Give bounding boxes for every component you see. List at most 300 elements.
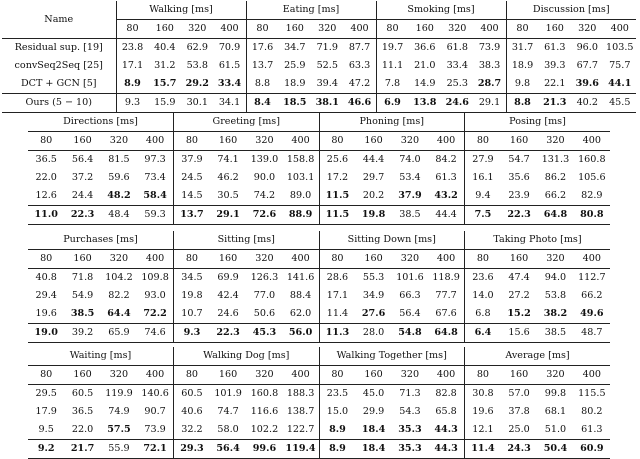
table-cell: 88.4 — [289, 290, 312, 301]
horizon-header: 160 — [64, 366, 100, 385]
action-header: Smoking [ms] — [376, 1, 506, 20]
table-cell: 24.4 — [71, 190, 94, 201]
table-cell: 24.3 — [501, 440, 537, 459]
table-cell: 53.8 — [544, 290, 567, 301]
horizon-header: 80 — [174, 366, 210, 385]
table-cell: 47.4 — [508, 272, 530, 283]
horizon-header: 160 — [210, 250, 246, 269]
horizon-header: 400 — [344, 20, 377, 39]
table-cell: 64.4 — [107, 308, 131, 319]
table-cell: 29.4 — [35, 290, 57, 301]
horizon-header: 400 — [283, 250, 319, 269]
action-header: Directions [ms] — [28, 113, 174, 132]
table-cell: 9.2 — [28, 440, 64, 459]
table-cell: 29.2 — [185, 78, 209, 89]
table-cell: 53.8 — [186, 60, 208, 71]
horizon-header: 160 — [355, 366, 391, 385]
table-cell: 37.8 — [508, 406, 530, 417]
horizon-header: 80 — [246, 20, 279, 39]
horizon-header: 400 — [137, 250, 173, 269]
table-cell: 18.4 — [355, 440, 391, 459]
table-cell: 101.6 — [396, 272, 424, 283]
table-cell: 38.3 — [478, 60, 501, 71]
table-cell: 21.3 — [539, 94, 572, 113]
table-cell: 80.8 — [574, 206, 610, 225]
table-cell: 53.4 — [399, 172, 421, 183]
table-row — [2, 57, 636, 75]
horizon-header: 80 — [28, 250, 64, 269]
table-cell: 12.1 — [465, 421, 501, 440]
table-cell: 11.5 — [319, 206, 355, 225]
table-cell: 30.8 — [465, 385, 501, 404]
action-header: Waiting [ms] — [28, 347, 174, 366]
table-cell: 40.4 — [154, 42, 176, 53]
table-cell: 72.2 — [143, 308, 167, 319]
table-cell: 138.7 — [286, 406, 315, 417]
horizon-header: 160 — [355, 132, 391, 151]
horizon-header: 160 — [355, 250, 391, 269]
table-cell: 36.6 — [414, 42, 436, 53]
table-cell: 109.8 — [141, 272, 169, 283]
table-cell: 15.0 — [319, 403, 355, 421]
table-cell: 87.7 — [348, 42, 371, 53]
table-cell: 93.0 — [144, 290, 166, 301]
table-cell: 21.7 — [64, 440, 100, 459]
table-cell: 69.9 — [217, 272, 239, 283]
table-cell: 11.4 — [465, 440, 501, 459]
horizon-header: 320 — [246, 250, 282, 269]
table-cell: 104.2 — [105, 272, 133, 283]
table-cell: 22.3 — [64, 206, 100, 225]
horizon-header: 80 — [319, 132, 355, 151]
table-cell: 73.9 — [144, 424, 166, 435]
table-cell: 22.0 — [35, 172, 57, 183]
table-cell: 103.1 — [286, 172, 315, 183]
table-cell: 19.6 — [35, 308, 57, 319]
table-cell: 35.3 — [392, 440, 428, 459]
table-cell: 188.3 — [286, 388, 315, 399]
table-cell: 17.6 — [246, 39, 279, 58]
table-cell: 13.7 — [174, 206, 210, 225]
table-cell: 35.6 — [508, 172, 530, 183]
horizon-header: 320 — [101, 132, 137, 151]
table-cell: 8.4 — [246, 94, 279, 113]
table-cell: 49.6 — [580, 308, 604, 319]
table-cell: 9.3 — [174, 324, 210, 343]
table-cell: 74.1 — [217, 154, 239, 165]
table-cell: 59.6 — [108, 172, 130, 183]
table-cell: 70.9 — [218, 42, 241, 53]
table-cell: 105.6 — [578, 172, 606, 183]
table-cell: 86.2 — [544, 172, 567, 183]
table-cell: 25.9 — [284, 60, 306, 71]
table-cell: 81.5 — [108, 154, 130, 165]
table-cell: 58.4 — [143, 190, 167, 201]
table-cell: 60.5 — [174, 385, 210, 404]
horizon-header: 400 — [428, 132, 464, 151]
table-cell: 38.2 — [543, 308, 568, 319]
table-cell: 15.9 — [149, 94, 182, 113]
table-cell: 34.5 — [174, 269, 210, 288]
table-cell: 54.3 — [399, 406, 421, 417]
horizon-header: 80 — [174, 132, 210, 151]
horizon-header: 320 — [441, 20, 474, 39]
horizon-header: 320 — [101, 250, 137, 269]
table-cell: 50.6 — [253, 308, 276, 319]
table-cell: 39.6 — [575, 78, 599, 89]
table-cell: 8.8 — [506, 94, 539, 113]
table-cell: 25.6 — [319, 151, 355, 170]
horizon-header: 400 — [428, 366, 464, 385]
horizon-header: 80 — [319, 366, 355, 385]
table-cell: 15.6 — [501, 324, 537, 343]
table-cell: 62.0 — [289, 308, 312, 319]
action-header: Taking Photo [ms] — [465, 231, 611, 250]
table-cell: 8.9 — [319, 421, 355, 440]
table-cell: 37.9 — [398, 190, 422, 201]
table-cell: 10.7 — [174, 305, 210, 324]
table-cell: 14.5 — [174, 187, 210, 206]
table-cell: 6.9 — [376, 94, 409, 113]
horizon-header: 80 — [174, 250, 210, 269]
table-cell: 118.9 — [432, 272, 460, 283]
table-cell: 71.8 — [71, 272, 94, 283]
table-cell: 71.9 — [316, 42, 338, 53]
table-cell: 43.2 — [434, 190, 458, 201]
horizon-header: 160 — [409, 20, 442, 39]
table-cell: 9.5 — [38, 424, 54, 435]
horizon-header: 80 — [465, 132, 501, 151]
horizon-header: 400 — [137, 132, 173, 151]
table-cell: 29.7 — [362, 172, 385, 183]
table-cell: 8.8 — [246, 75, 279, 94]
table-cell: 72.1 — [137, 440, 173, 459]
table-row — [28, 169, 610, 187]
horizon-header: 400 — [574, 366, 610, 385]
horizon-header: 400 — [283, 132, 319, 151]
table-cell: 46.2 — [217, 172, 239, 183]
horizon-header: 160 — [501, 132, 537, 151]
table-cell: 45.3 — [246, 324, 282, 343]
table-cell: 90.7 — [144, 406, 166, 417]
table-cell: 40.6 — [174, 403, 210, 421]
table-cell: 90.0 — [253, 172, 276, 183]
table-row — [2, 75, 636, 94]
table-cell: 61.5 — [218, 60, 241, 71]
horizon-header: 320 — [537, 366, 573, 385]
table-cell: 36.5 — [35, 154, 57, 165]
table-cell: 34.7 — [284, 42, 306, 53]
table-cell: 23.5 — [319, 385, 355, 404]
table-cell: 31.2 — [154, 60, 176, 71]
table-cell: 51.0 — [544, 424, 567, 435]
table-cell: 75.7 — [609, 60, 631, 71]
table-cell: 119.9 — [105, 388, 133, 399]
table-cell: 44.3 — [428, 440, 464, 459]
name-header: Name — [2, 1, 116, 39]
table-cell: 48.4 — [101, 206, 137, 225]
horizon-header: 400 — [574, 132, 610, 151]
table-cell: 84.2 — [435, 154, 457, 165]
horizon-header: 160 — [64, 132, 100, 151]
horizon-header: 400 — [574, 250, 610, 269]
table-cell: 18.5 — [279, 94, 312, 113]
table-cell: 29.9 — [362, 406, 385, 417]
table-row — [28, 385, 610, 404]
table-cell: 9.3 — [116, 94, 149, 113]
table-cell: 7.8 — [376, 75, 409, 94]
horizon-header: 80 — [465, 366, 501, 385]
table-cell: 7.5 — [465, 206, 501, 225]
table-cell: 61.3 — [581, 424, 603, 435]
table-cell: 23.8 — [116, 39, 149, 58]
table-cell: 11.3 — [319, 324, 355, 343]
horizon-header: 80 — [319, 250, 355, 269]
table-cell: 59.3 — [137, 206, 173, 225]
horizon-header: 80 — [465, 250, 501, 269]
table-cell: 116.6 — [250, 406, 279, 417]
table-cell: 48.2 — [107, 190, 131, 201]
action-header: Walking [ms] — [116, 1, 246, 20]
table-cell: 22.1 — [544, 78, 566, 89]
table-cell: 29.5 — [35, 388, 57, 399]
table-cell: 56.0 — [283, 324, 319, 343]
table-cell: 25.3 — [446, 78, 468, 89]
horizon-header: 320 — [392, 366, 428, 385]
table-cell: 30.1 — [181, 94, 214, 113]
horizon-header: 400 — [428, 250, 464, 269]
table-cell: 62.9 — [186, 42, 208, 53]
table-cell: 82.2 — [108, 290, 130, 301]
action-header: Posing [ms] — [465, 113, 611, 132]
action-header: Discussion [ms] — [506, 1, 636, 20]
table-cell: 16.1 — [465, 169, 501, 187]
table-cell: 74.0 — [399, 154, 421, 165]
table-cell: 96.0 — [576, 42, 598, 53]
table-cell: 37.2 — [71, 172, 94, 183]
table-cell: 34.1 — [214, 94, 247, 113]
method-name: Residual sup. [19] — [14, 42, 103, 53]
table-cell: 57.0 — [508, 388, 530, 399]
table-cell: 52.5 — [316, 60, 338, 71]
table-cell: 29.1 — [210, 206, 246, 225]
horizon-header: 160 — [501, 250, 537, 269]
horizon-header: 160 — [501, 366, 537, 385]
table-cell: 61.3 — [544, 42, 566, 53]
table-cell: 9.8 — [506, 75, 539, 94]
table-cell: 22.0 — [71, 424, 94, 435]
table-cell: 115.5 — [578, 388, 606, 399]
table-cell: 11.0 — [28, 206, 64, 225]
table-cell: 94.0 — [544, 272, 567, 283]
table-cell: 38.5 — [70, 308, 95, 319]
table-cell: 102.2 — [250, 424, 279, 435]
table-cell: 6.8 — [465, 305, 501, 324]
horizon-header: 80 — [506, 20, 539, 39]
action-header: Phoning [ms] — [319, 113, 465, 132]
horizon-header: 320 — [392, 132, 428, 151]
table-cell: 65.8 — [435, 406, 457, 417]
horizon-header: 160 — [210, 366, 246, 385]
table-cell: 23.9 — [508, 190, 530, 201]
table-cell: 60.9 — [574, 440, 610, 459]
table-cell: 21.0 — [414, 60, 436, 71]
table-cell: 25.0 — [508, 424, 530, 435]
table-row — [28, 440, 610, 459]
table-cell: 39.3 — [544, 60, 566, 71]
action-header: Purchases [ms] — [28, 231, 174, 250]
table-cell: 46.6 — [344, 94, 377, 113]
table-cell: 39.2 — [64, 324, 100, 343]
table-cell: 126.3 — [250, 272, 279, 283]
table-cell: 77.0 — [253, 290, 276, 301]
table-cell: 99.6 — [246, 440, 282, 459]
method-name: Ours (5 − 10) — [2, 94, 116, 113]
horizon-header: 320 — [181, 20, 214, 39]
table-cell: 73.4 — [144, 172, 166, 183]
horizon-header: 400 — [137, 366, 173, 385]
table-row — [28, 187, 610, 206]
table-cell: 14.9 — [414, 78, 436, 89]
table-cell: 6.4 — [465, 324, 501, 343]
horizon-header: 160 — [64, 250, 100, 269]
table-cell: 74.7 — [217, 406, 239, 417]
table-cell: 99.8 — [544, 388, 567, 399]
table-cell: 35.3 — [398, 424, 422, 435]
table-cell: 34.9 — [362, 290, 385, 301]
action-header: Walking Together [ms] — [319, 347, 465, 366]
table-cell: 74.6 — [137, 324, 173, 343]
table-cell: 44.1 — [608, 78, 632, 89]
table-cell: 27.2 — [508, 290, 530, 301]
table-cell: 22.3 — [210, 324, 246, 343]
table-cell: 38.5 — [537, 324, 573, 343]
table-cell: 54.9 — [71, 290, 94, 301]
table-cell: 14.0 — [465, 287, 501, 305]
table-cell: 28.0 — [355, 324, 391, 343]
table-cell: 45.0 — [362, 388, 385, 399]
action-header: Average [ms] — [465, 347, 611, 366]
horizon-header: 320 — [246, 366, 282, 385]
table-cell: 44.4 — [362, 154, 385, 165]
table-cell: 77.7 — [435, 290, 457, 301]
table-cell: 47.2 — [348, 78, 371, 89]
table-cell: 22.3 — [501, 206, 537, 225]
action-header: Walking Dog [ms] — [174, 347, 320, 366]
table-cell: 11.4 — [319, 305, 355, 324]
table-cell: 17.9 — [35, 406, 57, 417]
table-cell: 67.7 — [576, 60, 598, 71]
table-cell: 42.4 — [217, 290, 239, 301]
table-cell: 74.2 — [253, 190, 276, 201]
horizon-header: 320 — [392, 250, 428, 269]
table-cell: 158.8 — [286, 154, 315, 165]
horizon-header: 80 — [28, 366, 64, 385]
table-cell: 17.1 — [319, 287, 355, 305]
table-cell: 141.6 — [286, 272, 315, 283]
table-cell: 18.4 — [361, 424, 386, 435]
table-cell: 15.7 — [153, 78, 177, 89]
table-cell: 37.9 — [174, 151, 210, 170]
horizon-header: 160 — [539, 20, 572, 39]
table-cell: 33.4 — [217, 78, 242, 89]
horizon-header: 320 — [537, 250, 573, 269]
horizon-header: 400 — [474, 20, 507, 39]
table-cell: 19.8 — [355, 206, 391, 225]
horizon-header: 160 — [279, 20, 312, 39]
table-cell: 61.8 — [446, 42, 468, 53]
table-cell: 11.5 — [319, 187, 355, 206]
table-cell: 89.0 — [289, 190, 312, 201]
table-cell: 56.4 — [71, 154, 94, 165]
table-cell: 74.9 — [108, 406, 130, 417]
table-cell: 38.1 — [311, 94, 344, 113]
table-cell: 54.8 — [392, 324, 428, 343]
table-cell: 103.5 — [606, 42, 634, 53]
table-row — [2, 39, 636, 58]
table-cell: 44.3 — [434, 424, 458, 435]
table-cell: 27.6 — [361, 308, 386, 319]
table-cell: 19.6 — [465, 403, 501, 421]
table-cell: 36.5 — [71, 406, 94, 417]
table-cell: 63.3 — [348, 60, 371, 71]
table-cell: 8.9 — [319, 440, 355, 459]
table-cell: 64.8 — [428, 324, 464, 343]
results-table-1 — [2, 1, 636, 113]
action-header: Eating [ms] — [246, 1, 376, 20]
table-cell: 55.3 — [362, 272, 385, 283]
table-cell: 8.9 — [116, 75, 149, 94]
action-header: Sitting [ms] — [174, 231, 320, 250]
action-header: Sitting Down [ms] — [319, 231, 465, 250]
table-cell: 66.2 — [544, 190, 567, 201]
table-cell: 30.5 — [217, 190, 239, 201]
horizon-header: 80 — [28, 132, 64, 151]
table-cell: 15.2 — [507, 308, 531, 319]
table-cell: 9.4 — [465, 187, 501, 206]
table-cell: 33.4 — [446, 60, 468, 71]
table-row — [28, 206, 610, 225]
table-cell: 19.8 — [174, 287, 210, 305]
horizon-header: 320 — [246, 132, 282, 151]
table-cell: 23.6 — [465, 269, 501, 288]
results-table-3 — [28, 231, 610, 343]
horizon-header: 400 — [283, 366, 319, 385]
table-cell: 160.8 — [250, 388, 279, 399]
table-cell: 50.4 — [537, 440, 573, 459]
horizon-header: 320 — [571, 20, 604, 39]
horizon-header: 80 — [376, 20, 409, 39]
table-cell: 61.3 — [435, 172, 457, 183]
table-cell: 45.5 — [604, 94, 637, 113]
table-row — [28, 324, 610, 343]
table-cell: 24.5 — [174, 169, 210, 187]
table-cell: 18.9 — [284, 78, 306, 89]
table-cell: 64.8 — [537, 206, 573, 225]
table-cell: 71.3 — [399, 388, 421, 399]
table-cell: 68.1 — [544, 406, 567, 417]
horizon-header: 400 — [604, 20, 637, 39]
table-cell: 56.4 — [210, 440, 246, 459]
horizon-header: 160 — [210, 132, 246, 151]
table-cell: 28.7 — [477, 78, 502, 89]
table-cell: 20.2 — [362, 190, 385, 201]
table-cell: 80.2 — [581, 406, 603, 417]
method-name: DCT + GCN [5] — [20, 78, 97, 89]
table-cell: 13.7 — [246, 57, 279, 75]
table-cell: 24.6 — [441, 94, 474, 113]
horizon-header: 320 — [101, 366, 137, 385]
